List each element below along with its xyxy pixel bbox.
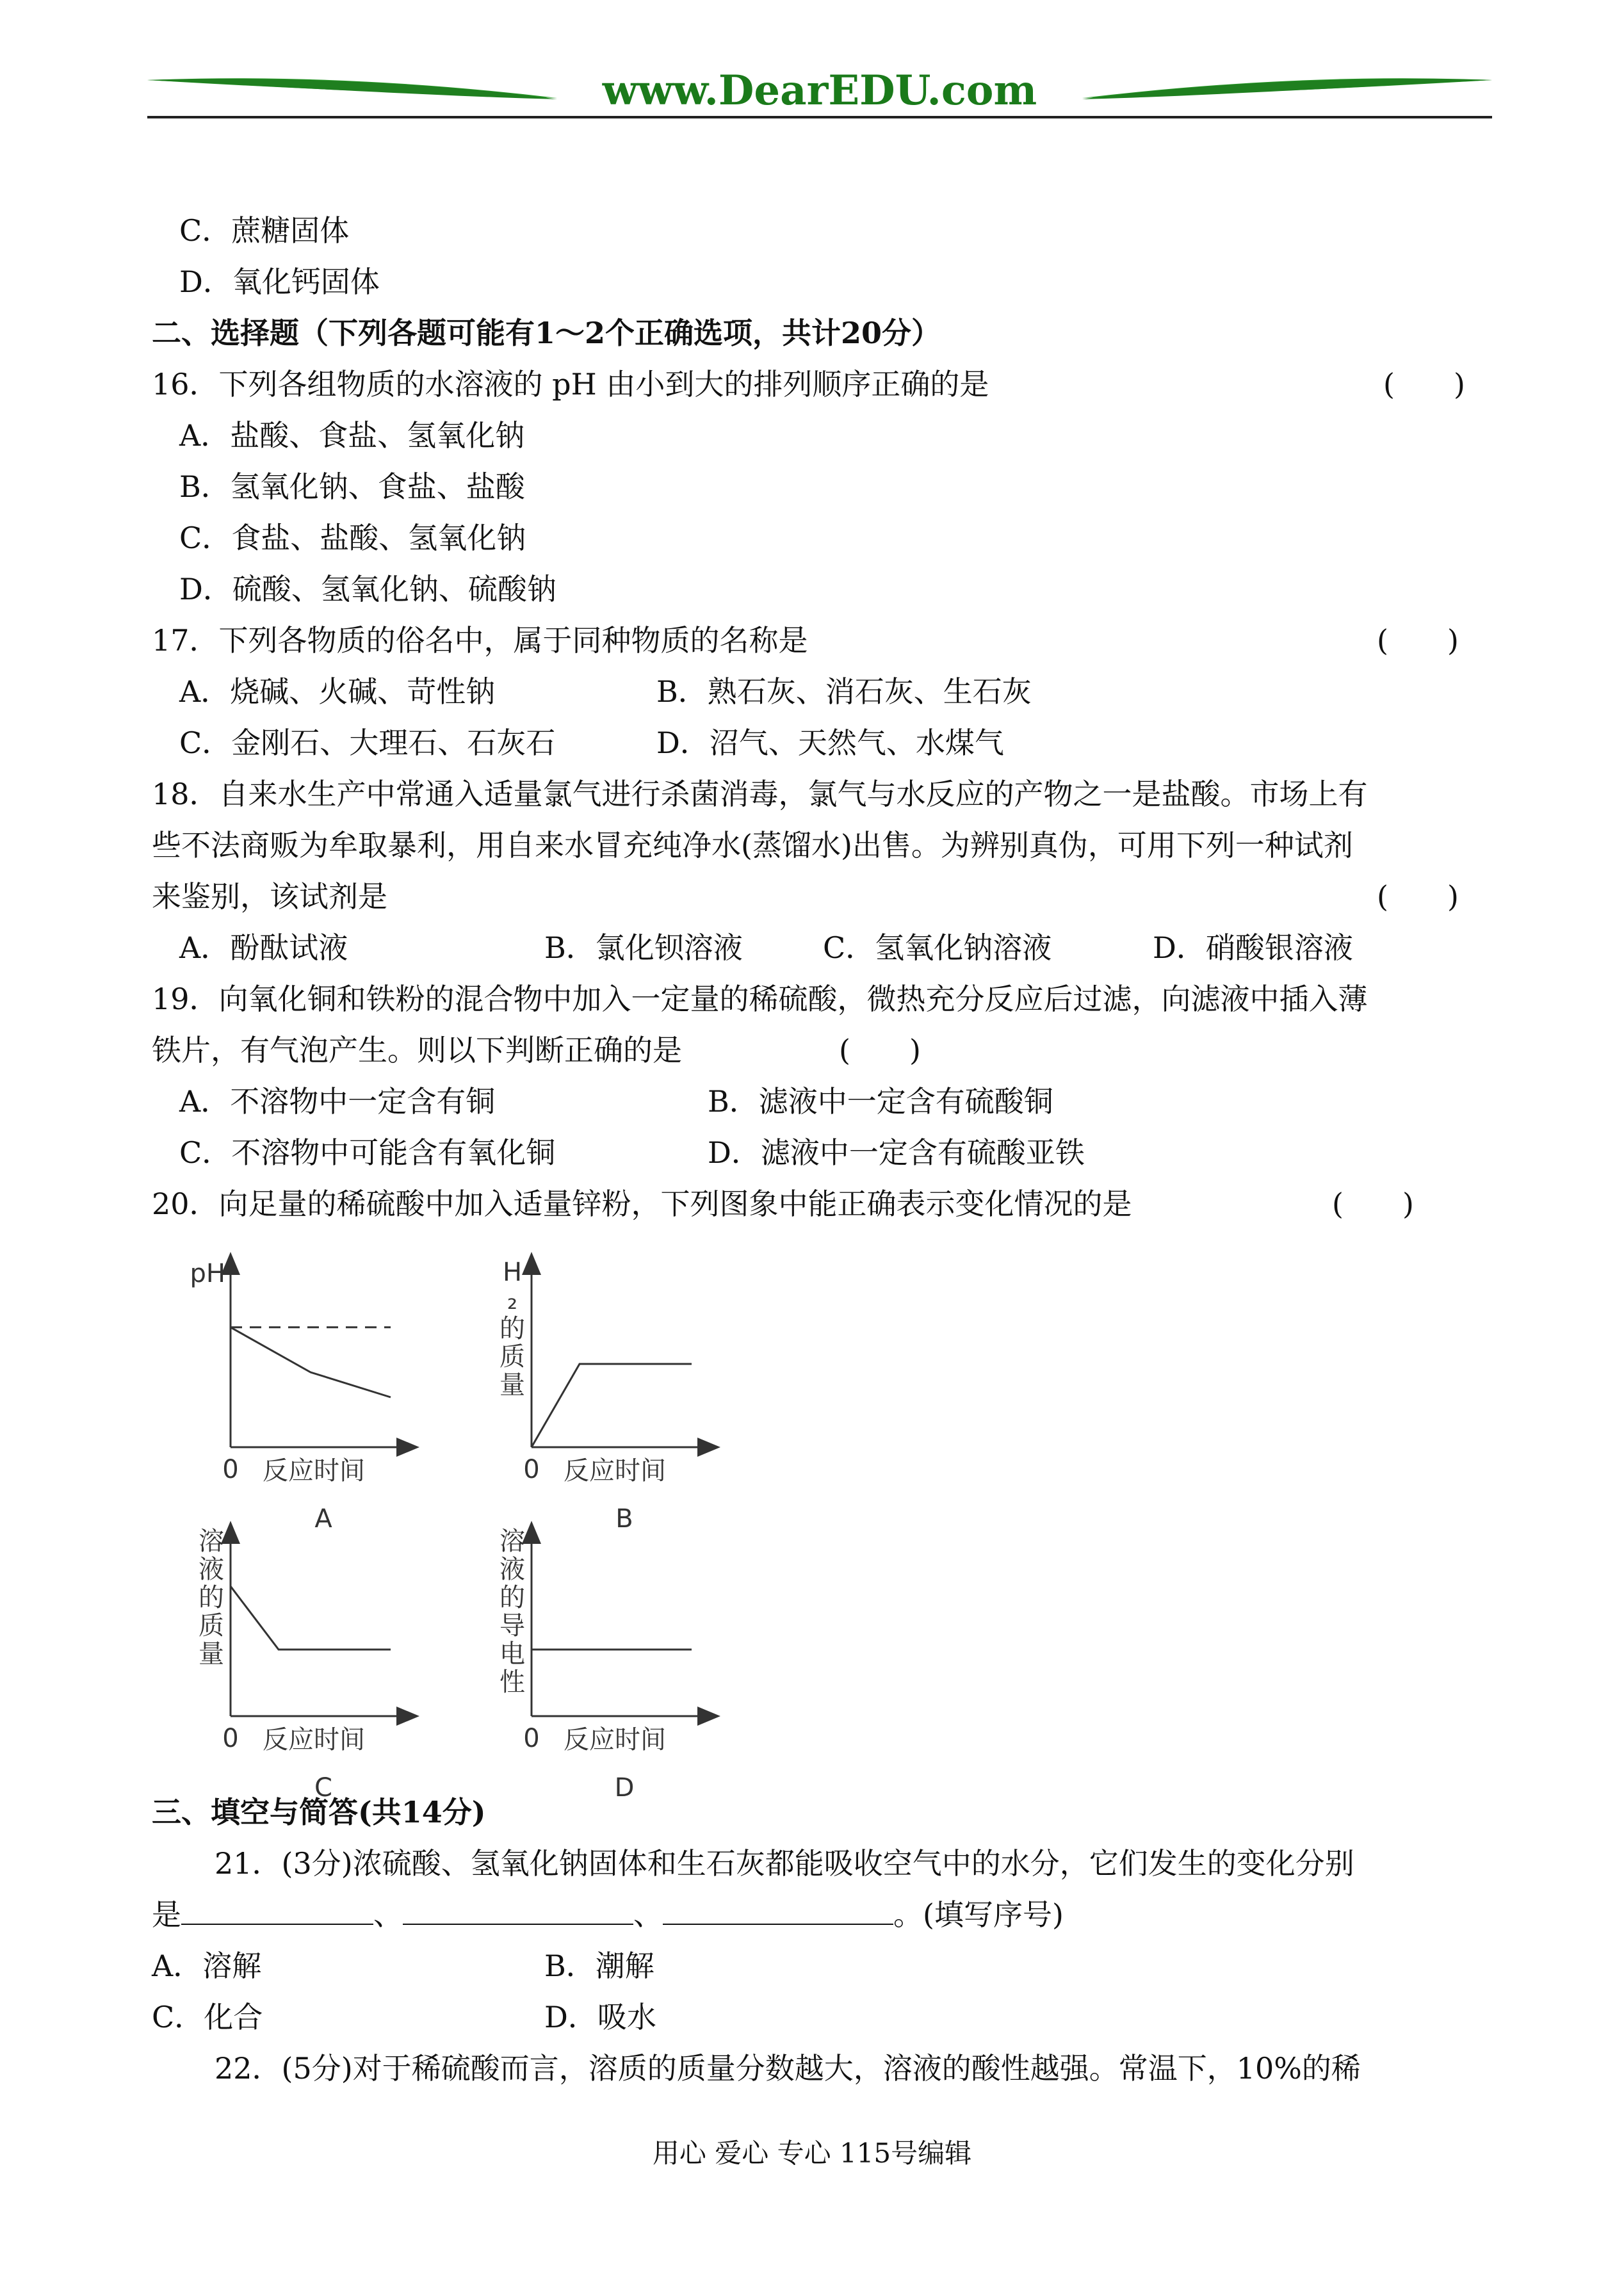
q16-option-b: B．氢氧化钠、食盐、盐酸 — [179, 469, 525, 504]
graph-c-panel-label: C — [314, 1773, 332, 1803]
q17-option-b: B．熟石灰、消石灰、生石灰 — [656, 674, 1032, 709]
graph-d-panel-label: D — [614, 1773, 635, 1803]
q18-line2: 些不法商贩为牟取暴利，用自来水冒充纯净水(蒸馏水)出售。为辨别真伪，可用下列一种试剂 — [152, 828, 1353, 863]
q17-answer-paren: ( ) — [1377, 623, 1459, 658]
q16-answer-paren: ( ) — [1383, 367, 1465, 401]
q20-answer-paren: ( ) — [1332, 1187, 1414, 1221]
q21-option-c: C．化合 — [152, 2000, 263, 2034]
graph-c-origin-label: 0 — [222, 1724, 239, 1753]
q19-option-c: C．不溶物中可能含有氧化铜 — [179, 1135, 556, 1170]
site-header — [147, 61, 1492, 125]
graph-c-series-1 — [231, 1586, 391, 1650]
graph-a-panel-label: A — [314, 1504, 332, 1534]
graph-d-x-label: 反应时间 — [564, 1725, 666, 1755]
graph-b-origin-label: 0 — [523, 1455, 540, 1484]
graph-b-series-1 — [532, 1364, 692, 1447]
q21-blank-1[interactable] — [181, 1895, 373, 1925]
q21-option-a: A．溶解 — [152, 1949, 262, 1983]
q21-line1: 21．(3分)浓硫酸、氢氧化钠固体和生石灰都能吸收空气中的水分，它们发生的变化分别 — [215, 1846, 1354, 1881]
q19-option-a: A．不溶物中一定含有铜 — [179, 1084, 496, 1119]
graph-c-y-label: 溶液的质量 — [199, 1527, 224, 1669]
q16-option-c: C．食盐、盐酸、氢氧化钠 — [179, 521, 526, 555]
q17-option-c: C．金刚石、大理石、石灰石 — [179, 726, 556, 760]
page-footer: 用心 爱心 专心 115号编辑 — [652, 2137, 972, 2169]
section3-title: 三、填空与简答(共14分) — [152, 1795, 486, 1829]
q16-stem: 16．下列各组物质的水溶液的 pH 由小到大的排列顺序正确的是 — [152, 367, 989, 401]
q19-line2: 铁片，有气泡产生。则以下判断正确的是 — [152, 1033, 682, 1067]
q16-option-a: A．盐酸、食盐、氢氧化钠 — [179, 418, 525, 453]
q21-blank-3[interactable] — [663, 1895, 893, 1925]
q18-line1: 18．自来水生产中常通入适量氯气进行杀菌消毒，氯气与水反应的产物之一是盐酸。市场上有 — [152, 777, 1368, 811]
q18-line3: 来鉴别，该试剂是 — [152, 879, 387, 914]
q21-sep-1: 、 — [373, 1897, 403, 1932]
q21-blank-2[interactable] — [403, 1895, 633, 1925]
q17-option-a: A．烧碱、火碱、苛性钠 — [179, 674, 496, 709]
graph-b-panel-label: B — [615, 1504, 633, 1534]
q19-line1: 19．向氧化铜和铁粉的混合物中加入一定量的稀硫酸，微热充分反应后过滤，向滤液中插入薄 — [152, 982, 1368, 1016]
q20-graphs — [179, 1255, 820, 1803]
q21-line2-end: 。(填写序号) — [893, 1897, 1064, 1932]
q19-option-b: B．滤液中一定含有硫酸铜 — [708, 1084, 1053, 1119]
q19-option-d: D．滤液中一定含有硫酸亚铁 — [708, 1135, 1085, 1170]
q21-sep-2: 、 — [633, 1897, 663, 1932]
q21-line2-start: 是 — [152, 1897, 181, 1932]
q18-option-a: A．酚酞试液 — [179, 930, 348, 965]
graph-b-x-label: 反应时间 — [564, 1456, 666, 1486]
q15-option-c: C．蔗糖固体 — [179, 213, 350, 248]
q16-option-d: D．硫酸、氢氧化钠、硫酸钠 — [179, 572, 556, 606]
q18-option-d: D．硝酸银溶液 — [1153, 930, 1353, 965]
graph-d-origin-label: 0 — [523, 1724, 540, 1753]
graph-d-y-label: 溶液的导电性 — [499, 1527, 525, 1697]
q17-stem: 17．下列各物质的俗名中，属于同种物质的名称是 — [152, 623, 808, 658]
q18-option-c: C．氢氧化钠溶液 — [823, 930, 1052, 965]
graph-a-origin-label: 0 — [222, 1455, 239, 1484]
q17-option-d: D．沼气、天然气、水煤气 — [656, 726, 1004, 760]
graph-c-x-label: 反应时间 — [263, 1725, 365, 1755]
q18-answer-paren: ( ) — [1377, 879, 1459, 914]
leaf-banner-icon — [147, 61, 1492, 125]
graph-a-x-label: 反应时间 — [263, 1456, 365, 1486]
q21-option-d: D．吸水 — [544, 2000, 656, 2034]
site-title: www.DearEDU.com — [602, 67, 1037, 115]
section2-title: 二、选择题（下列各题可能有1～2个正确选项，共计20分） — [152, 316, 941, 350]
q21-option-b: B．潮解 — [544, 1949, 654, 1983]
q15-option-d: D．氧化钙固体 — [179, 264, 380, 299]
q18-option-b: B．氯化钡溶液 — [544, 930, 743, 965]
graph-b-y-label: H ₂ 的质量 — [499, 1258, 525, 1400]
q22-line1: 22．(5分)对于稀硫酸而言，溶质的质量分数越大，溶液的酸性越强。常温下，10%的稀 — [215, 2051, 1361, 2086]
graph-a-series-1 — [231, 1327, 391, 1397]
q19-answer-paren: ( ) — [839, 1033, 921, 1067]
graph-a-y-label: pH — [190, 1259, 225, 1288]
q20-stem: 20．向足量的稀硫酸中加入适量锌粉，下列图象中能正确表示变化情况的是 — [152, 1187, 1132, 1221]
